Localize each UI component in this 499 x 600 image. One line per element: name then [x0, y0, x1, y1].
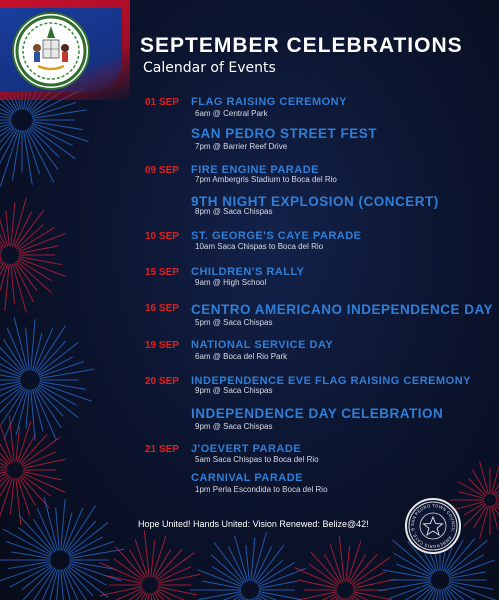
event-date: 20 SEP: [145, 376, 179, 387]
event-date: 10 SEP: [145, 231, 179, 242]
event-detail: 5am Saca Chispas to Boca del Rio: [195, 455, 319, 464]
event-date: 15 SEP: [145, 267, 179, 278]
event-name: J'OEVERT PARADE: [191, 443, 302, 455]
event-name: NATIONAL SERVICE DAY: [191, 339, 334, 351]
event-name: CENTRO AMERICANO INDEPENDENCE DAY: [191, 302, 494, 317]
event-name: INDEPENDENCE DAY CELEBRATION: [191, 406, 444, 421]
event-date: 01 SEP: [145, 97, 179, 108]
event-name: 9TH NIGHT EXPLOSION (CONCERT): [191, 194, 439, 209]
event-detail: 10am Saca Chispas to Boca del Rio: [195, 242, 324, 251]
event-date: 19 SEP: [145, 340, 179, 351]
event-detail: 9am @ High School: [195, 278, 267, 287]
event-detail: 1pm Perla Escondida to Boca del Rio: [195, 485, 328, 494]
event-detail: 7pm Ambergris Stadium to Boca del Rio: [195, 175, 337, 184]
event-name: CARNIVAL PARADE: [191, 472, 304, 484]
event-name: FIRE ENGINE PARADE: [191, 164, 319, 176]
event-detail: 7pm @ Barrier Reef Drive: [195, 142, 288, 151]
event-detail: 9pm @ Saca Chispas: [195, 422, 273, 431]
council-seal-text: SAN PEDRO TOWN COUNCIL · AMBERGRIS CAYE, B: [409, 502, 457, 550]
event-name: CHILDREN'S RALLY: [191, 266, 305, 278]
event-name: FLAG RAISING CEREMONY: [191, 96, 347, 108]
event-detail: 6am @ Central Park: [195, 109, 268, 118]
event-date: 16 SEP: [145, 303, 179, 314]
belize-coat-of-arms-icon: [12, 12, 90, 90]
event-name: SAN PEDRO STREET FEST: [191, 126, 378, 141]
event-detail: 6am @ Boca del Rio Park: [195, 352, 288, 361]
event-name: ST. GEORGE'S CAYE PARADE: [191, 230, 362, 242]
event-name: INDEPENDENCE EVE FLAG RAISING CEREMONY: [191, 375, 471, 387]
event-date: 09 SEP: [145, 165, 179, 176]
event-detail: 5pm @ Saca Chispas: [195, 318, 273, 327]
page-title: SEPTEMBER CELEBRATIONS: [140, 34, 463, 57]
page-subtitle: Calendar of Events: [143, 60, 276, 76]
event-detail: 8pm @ Saca Chispas: [195, 207, 273, 216]
town-council-seal-icon: [405, 498, 461, 554]
event-detail: 9pm @ Saca Chispas: [195, 386, 273, 395]
event-date: 21 SEP: [145, 444, 179, 455]
footer-slogan: Hope United! Hands United: Vision Renewed: Belize@42!: [138, 519, 369, 529]
